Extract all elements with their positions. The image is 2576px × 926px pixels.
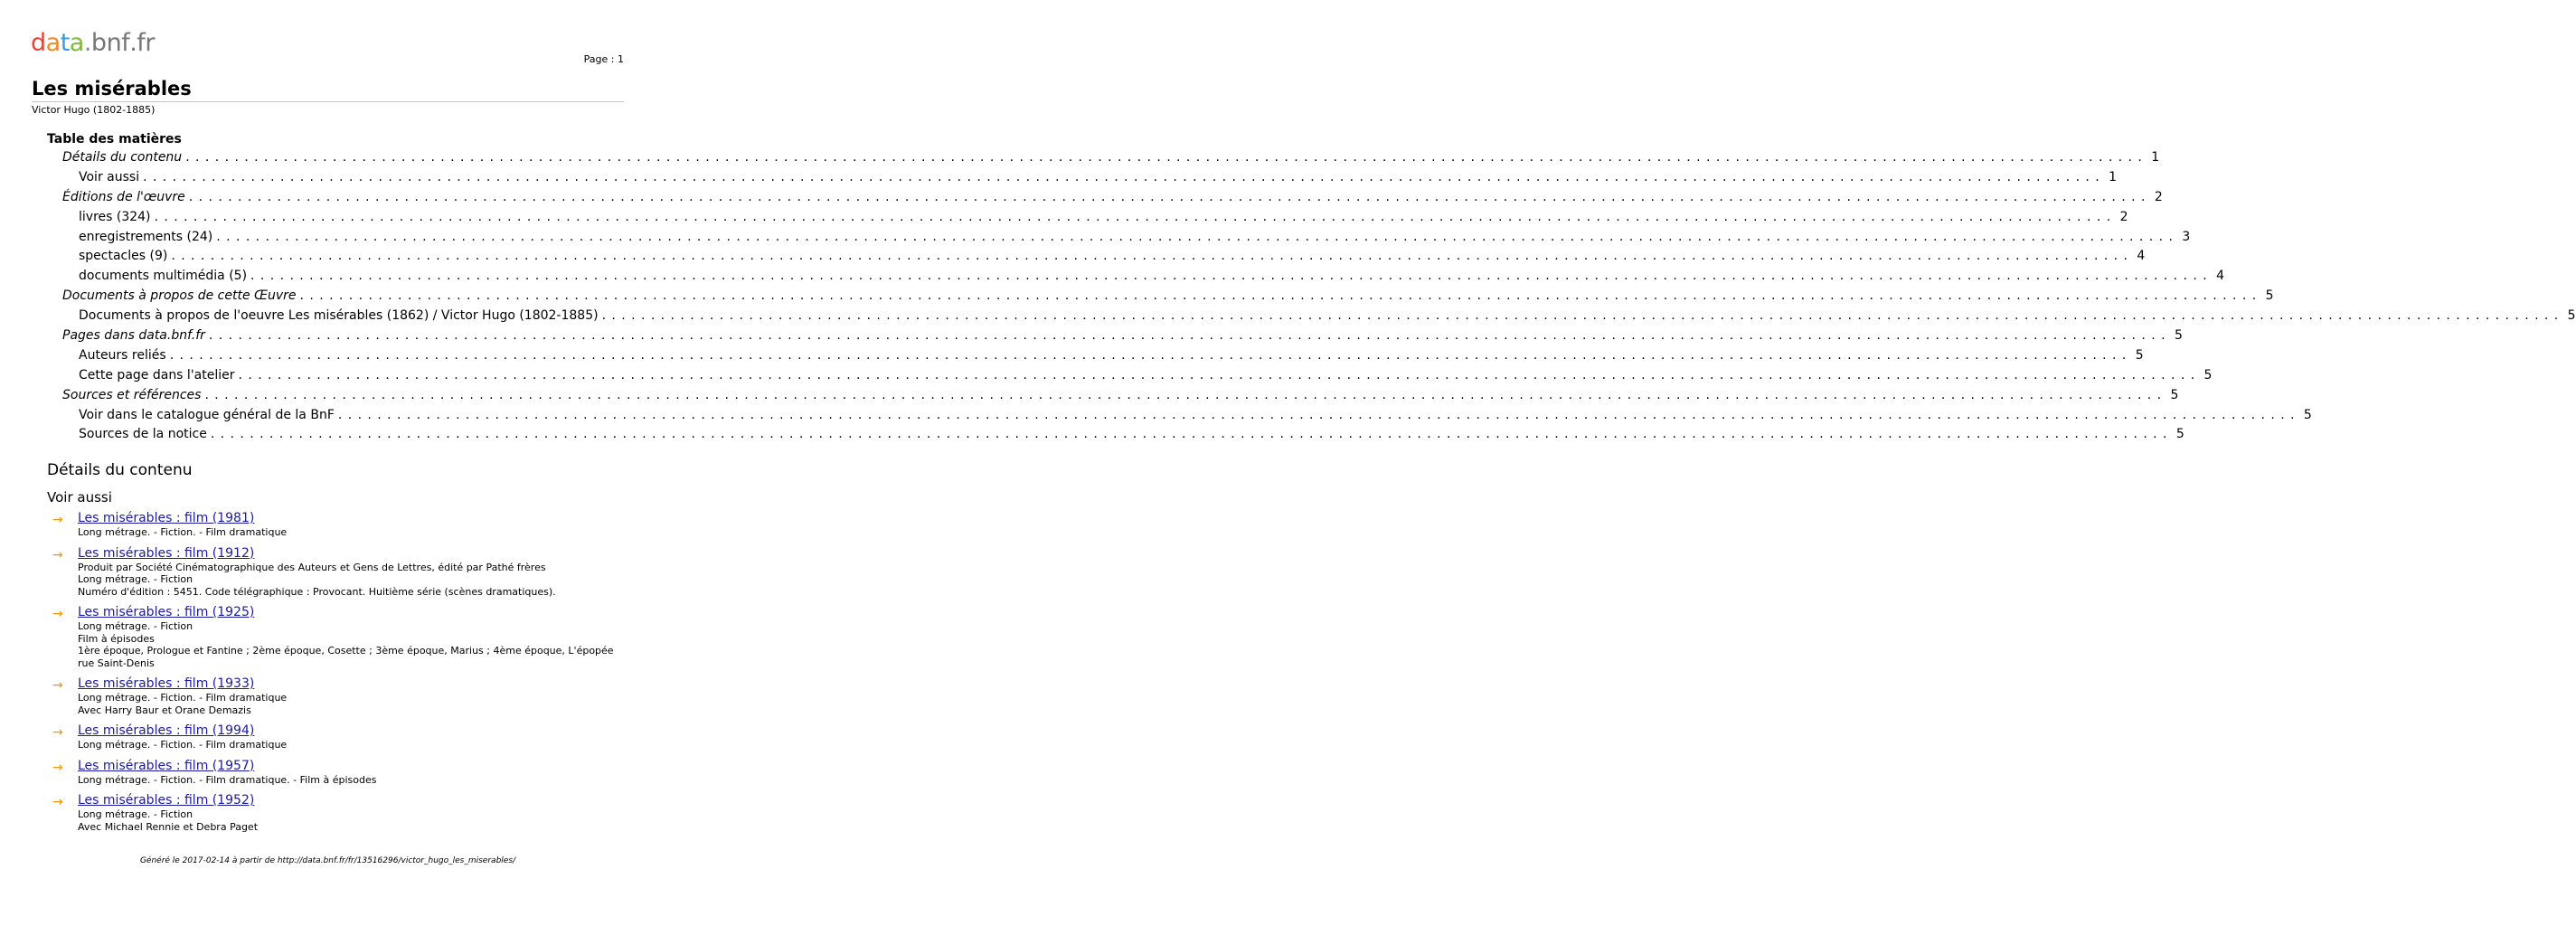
toc-entry-page: 4 bbox=[2137, 249, 2146, 264]
list-item bbox=[47, 793, 624, 833]
toc-leader-dots: ........................................................................................................................................................................................................ bbox=[171, 249, 2134, 264]
film-detail-line: Numéro d'édition : 5451. Code télégraphique : Provocant. Huitième série (scènes dramatiques). bbox=[78, 585, 556, 598]
toc-entry-page: 4 bbox=[2216, 269, 2225, 284]
toc-entry-page: 1 bbox=[2109, 169, 2118, 184]
toc-leader-dots: ........................................................................................................................................................................................................ bbox=[299, 288, 2262, 304]
section-heading-details: Détails du contenu bbox=[47, 461, 193, 479]
toc-entry[interactable] bbox=[47, 307, 2576, 326]
logo-letter: f bbox=[121, 29, 130, 57]
toc-entry-label: Éditions de l'œuvre bbox=[62, 189, 185, 204]
list-item bbox=[47, 605, 624, 669]
logo-letter: f bbox=[137, 29, 146, 57]
toc-entry-page: 5 bbox=[2170, 387, 2179, 402]
data-bnf-logo[interactable] bbox=[31, 29, 155, 57]
film-detail-line: Long métrage. - Fiction bbox=[78, 620, 193, 632]
toc-entry[interactable] bbox=[47, 208, 2128, 228]
logo-letter: . bbox=[129, 29, 137, 57]
toc-leader-dots: ........................................................................................................................................................................................................ bbox=[185, 150, 2148, 165]
toc-entry-label: livres (324) bbox=[79, 209, 151, 224]
toc-leader-dots: ........................................................................................................................................................................................................ bbox=[154, 209, 2117, 224]
logo-letter: d bbox=[31, 29, 46, 57]
film-detail-line: Long métrage. - Fiction bbox=[78, 808, 193, 820]
toc-leader-dots: ........................................................................................................................................................................................................ bbox=[337, 407, 2300, 422]
film-title-link[interactable]: Les misérables : film (1933) bbox=[78, 676, 255, 691]
toc-entry-page: 5 bbox=[2135, 347, 2144, 363]
toc-heading: Table des matières bbox=[47, 132, 182, 146]
toc-entry[interactable] bbox=[47, 267, 2225, 287]
subsection-heading-see-also: Voir aussi bbox=[47, 489, 112, 506]
toc-leader-dots: ........................................................................................................................................................................................................ bbox=[238, 367, 2201, 383]
toc-leader-dots: ........................................................................................................................................................................................................ bbox=[188, 189, 2151, 204]
film-list bbox=[47, 511, 624, 840]
arrow-right-icon: → bbox=[52, 725, 63, 740]
toc-entry-label: Pages dans data.bnf.fr bbox=[62, 328, 205, 344]
toc-entry[interactable] bbox=[47, 228, 2191, 248]
toc-entry-page: 5 bbox=[2567, 308, 2576, 324]
toc-entry[interactable] bbox=[47, 366, 2213, 386]
toc-entry-label: Documents à propos de l'oeuvre Les misérables (1862) / Victor Hugo (1802-1885) bbox=[79, 308, 599, 324]
film-detail-line: Long métrage. - Fiction. - Film dramatique bbox=[78, 692, 288, 704]
logo-letter: a bbox=[69, 29, 84, 57]
toc-entry-label: enregistrements (24) bbox=[79, 229, 213, 244]
list-item bbox=[47, 511, 624, 539]
toc-entry[interactable] bbox=[47, 247, 2146, 267]
toc-leader-dots: ........................................................................................................................................................................................................ bbox=[250, 269, 2213, 284]
toc-entry-label: Documents à propos de cette Œuvre bbox=[62, 288, 297, 304]
toc-leader-dots: ........................................................................................................................................................................................................ bbox=[204, 387, 2167, 402]
page-title: Les misérables bbox=[32, 78, 192, 99]
toc-entry[interactable] bbox=[47, 346, 2144, 366]
toc-entry-page: 3 bbox=[2182, 229, 2191, 244]
logo-letter: a bbox=[45, 29, 61, 57]
film-detail-line: 1ère époque, Prologue et Fantine ; 2ème époque, Cosette ; 3ème époque, Marius ; 4ème époque, L'épopée rue Saint-Denis bbox=[78, 645, 614, 669]
film-title-link[interactable]: Les misérables : film (1994) bbox=[78, 723, 255, 738]
toc-entry-page: 5 bbox=[2203, 367, 2213, 383]
list-item bbox=[47, 546, 624, 599]
logo-letter: n bbox=[106, 29, 122, 57]
toc-leader-dots: ........................................................................................................................................................................................................ bbox=[169, 347, 2132, 363]
toc-entry[interactable] bbox=[47, 168, 2118, 188]
toc-entry-page: 5 bbox=[2174, 328, 2183, 344]
film-detail-line: Avec Harry Baur et Orane Demazis bbox=[78, 704, 251, 716]
toc-entry-label: spectacles (9) bbox=[79, 249, 168, 264]
toc-entry[interactable] bbox=[47, 425, 2184, 445]
film-detail-line: Long métrage. - Fiction bbox=[78, 573, 193, 585]
logo-letter: t bbox=[60, 29, 70, 57]
logo-letter: r bbox=[145, 29, 155, 57]
toc-entry[interactable] bbox=[47, 386, 2179, 406]
arrow-right-icon: → bbox=[52, 547, 63, 562]
list-item bbox=[47, 759, 624, 787]
toc-entry-page: 5 bbox=[2303, 407, 2312, 422]
page-number: Page : 1 bbox=[583, 53, 624, 65]
toc-entry-page: 5 bbox=[2265, 288, 2274, 304]
toc-entry-page: 1 bbox=[2151, 150, 2160, 165]
toc-entry-label: Sources et références bbox=[62, 387, 202, 402]
title-divider bbox=[32, 101, 624, 102]
toc-entry-label: Voir aussi bbox=[79, 169, 140, 184]
film-title-link[interactable]: Les misérables : film (1925) bbox=[78, 605, 255, 619]
film-title-link[interactable]: Les misérables : film (1952) bbox=[78, 793, 255, 808]
table-of-contents bbox=[47, 130, 2576, 445]
arrow-right-icon: → bbox=[52, 513, 63, 527]
toc-leader-dots: ........................................................................................................................................................................................................ bbox=[143, 169, 2106, 184]
toc-leader-dots: ........................................................................................................................................................................................................ bbox=[216, 229, 2179, 244]
list-item bbox=[47, 676, 624, 716]
film-detail-line: Long métrage. - Fiction. - Film dramatique. - Film à épisodes bbox=[78, 773, 377, 786]
toc-entry[interactable] bbox=[47, 406, 2312, 426]
film-detail-line: Long métrage. - Fiction. - Film dramatique bbox=[78, 739, 288, 751]
arrow-right-icon: → bbox=[52, 607, 63, 621]
logo-letter: . bbox=[83, 29, 91, 57]
toc-entry[interactable] bbox=[47, 326, 2183, 346]
toc-entry-page: 5 bbox=[2175, 427, 2184, 442]
toc-list bbox=[47, 148, 2576, 445]
toc-leader-dots: ........................................................................................................................................................................................................ bbox=[601, 308, 2564, 324]
generated-footer: Généré le 2017-02-14 à partir de http://data.bnf.fr/fr/13516296/victor_hugo_les_miserables/ bbox=[139, 856, 516, 865]
toc-entry-page: 2 bbox=[2119, 209, 2128, 224]
toc-entry[interactable] bbox=[47, 188, 2163, 208]
toc-entry-label: Voir dans le catalogue général de la BnF bbox=[79, 407, 335, 422]
logo-letter: b bbox=[90, 29, 107, 57]
toc-entry-label: Détails du contenu bbox=[62, 150, 183, 165]
film-title-link[interactable]: Les misérables : film (1957) bbox=[78, 758, 255, 773]
toc-entry-label: documents multimédia (5) bbox=[79, 269, 248, 284]
film-title-link[interactable]: Les misérables : film (1912) bbox=[78, 545, 255, 561]
film-detail-line: Avec Michael Rennie et Debra Paget bbox=[78, 820, 259, 833]
film-title-link[interactable]: Les misérables : film (1981) bbox=[78, 511, 255, 525]
film-detail-line: Film à épisodes bbox=[78, 632, 155, 645]
toc-entry-page: 2 bbox=[2154, 189, 2163, 204]
toc-entry-label: Auteurs reliés bbox=[79, 347, 166, 363]
arrow-right-icon: → bbox=[52, 678, 63, 693]
arrow-right-icon: → bbox=[52, 795, 63, 809]
toc-entry[interactable] bbox=[47, 148, 2160, 168]
toc-leader-dots: ........................................................................................................................................................................................................ bbox=[208, 328, 2171, 344]
toc-entry-label: Cette page dans l'atelier bbox=[79, 367, 235, 383]
toc-leader-dots: ........................................................................................................................................................................................................ bbox=[210, 427, 2173, 442]
toc-entry-label: Sources de la notice bbox=[79, 427, 207, 442]
film-detail-line: Long métrage. - Fiction. - Film dramatique bbox=[78, 526, 288, 538]
film-detail-line: Produit par Société Cinématographique des Auteurs et Gens de Lettres, édité par Pathé frères bbox=[78, 561, 546, 573]
arrow-right-icon: → bbox=[52, 760, 63, 775]
list-item bbox=[47, 723, 624, 751]
author-subtitle: Victor Hugo (1802-1885) bbox=[32, 104, 156, 116]
toc-entry[interactable] bbox=[47, 287, 2274, 307]
